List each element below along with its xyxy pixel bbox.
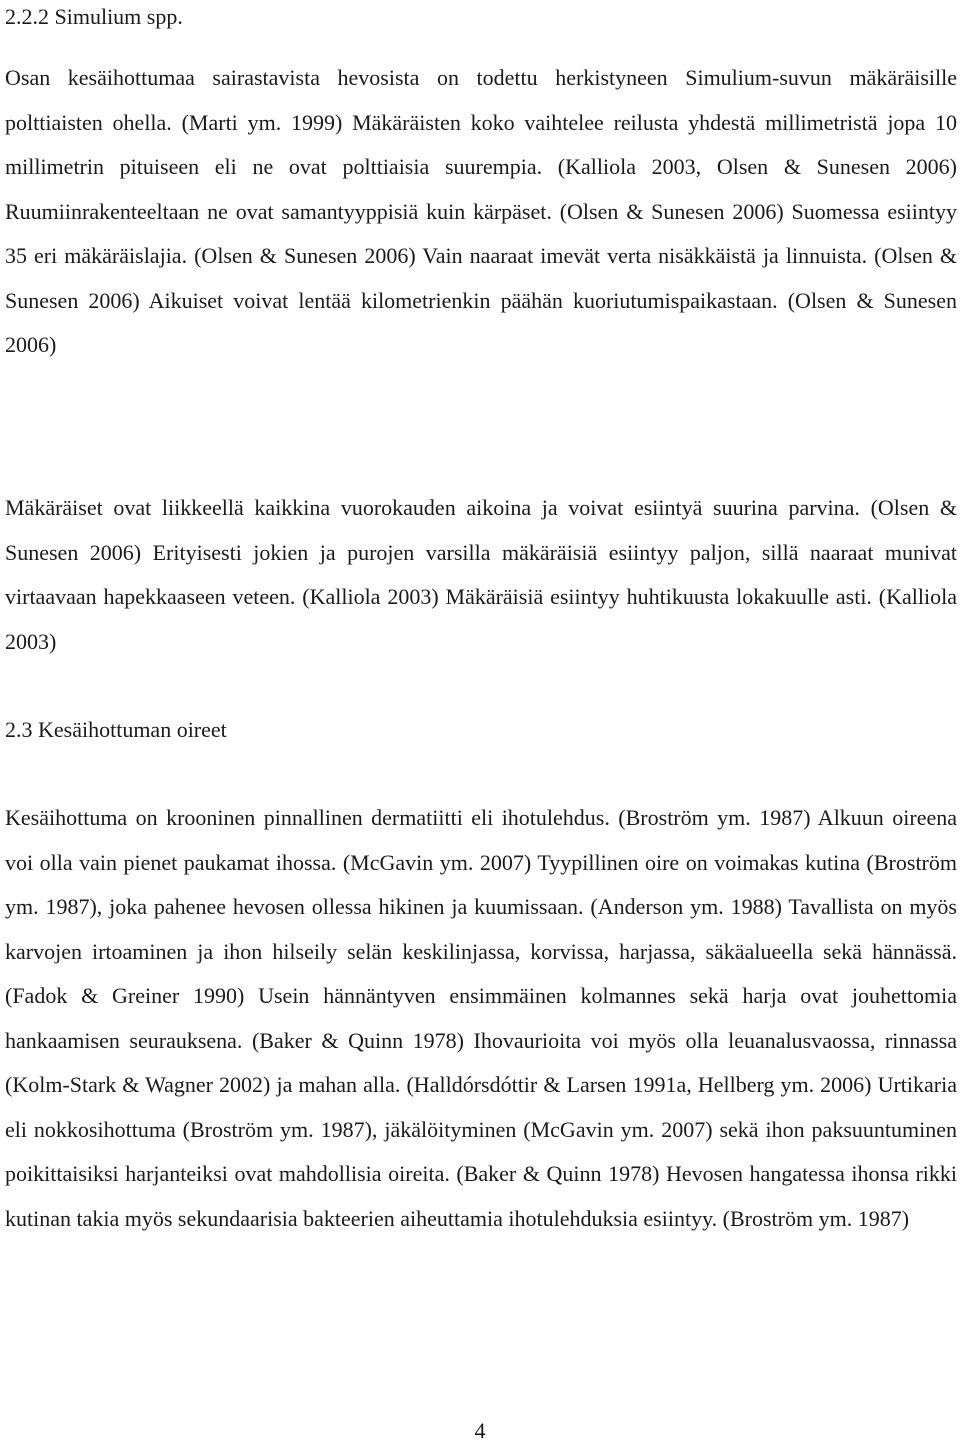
page-number: 4 [474, 1418, 486, 1443]
section-heading: 2.2.2 Simulium spp. [5, 4, 183, 29]
paragraph-symptoms: Kesäihottuma on krooninen pinnallinen dermatiitti eli ihotulehdus. (Broström ym. 1987) Alkuun oireena voi olla vain pienet paukamat ihossa. (McGavin ym. 2007) Tyypillinen oire on voimakas kutina (Broström ym. 1987), joka pahenee hevosen ollessa hikinen ja kuumissaan. (Anderson ym. 1988) Tavallista on myös karvojen irtoaminen ja ihon hilseily selän keskilinjassa, korvissa, harjassa, säkäalueella sekä hännässä. (Fadok & Greiner 1990) Usein hännäntyven ensimmäinen kolmannes sekä harja ovat jouhettomia hankaamisen seurauksena. (Baker & Quinn 1978) Ihovaurioita voi myös olla leuanalusvaossa, rinnassa (Kolm-Stark & Wagner 2002) ja mahan alla. (Halldórsdóttir & Larsen 1991a, Hellberg ym. 2006) Urtikaria eli nokkosihottuma (Broström ym. 1987), jäkälöityminen (McGavin ym. 2007) sekä ihon paksuuntuminen poikittaisiksi harjanteiksi ovat mahdollisia oireita. (Baker & Quinn 1978) Hevosen hangatessa ihonsa rikki kutinan takia myös sekundaarisia bakteerien aiheuttamia ihotulehduksia esiintyy. (Broström ym. 1987) [5, 805, 957, 1231]
paragraph-makaraiset: Mäkäräiset ovat liikkeellä kaikkina vuorokauden aikoina ja voivat esiintyä suurina parvina. (Olsen & Sunesen 2006) Erityisesti jokien ja purojen varsilla mäkäräisiä esiintyy paljon, sillä naaraat munivat virtaavaan hapekkaaseen veteen. (Kalliola 2003) Mäkäräisiä esiintyy huhtikuusta lokakuulle asti. (Kalliola 2003) [5, 495, 957, 654]
paragraph-simulium: Osan kesäihottumaa sairastavista hevosista on todettu herkistyneen Simulium-suvun mäkäräisille polttiaisten ohella. (Marti ym. 1999) Mäkäräisten koko vaihtelee reilusta yhdestä millimetristä jopa 10 millimetrin pituiseen eli ne ovat polttiaisia suurempia. (Kalliola 2003, Olsen & Sunesen 2006) Ruumiinrakenteeltaan ne ovat samantyyppisiä kuin kärpäset. (Olsen & Sunesen 2006) Suomessa esiintyy 35 eri mäkäräislajia. (Olsen & Sunesen 2006) Vain naaraat imevät verta nisäkkäistä ja linnuista. (Olsen & Sunesen 2006) Aikuiset voivat lentää kilometrienkin päähän kuoriutumispaikastaan. (Olsen & Sunesen 2006) [5, 65, 957, 357]
section-heading-symptoms: 2.3 Kesäihottuman oireet [5, 717, 227, 742]
